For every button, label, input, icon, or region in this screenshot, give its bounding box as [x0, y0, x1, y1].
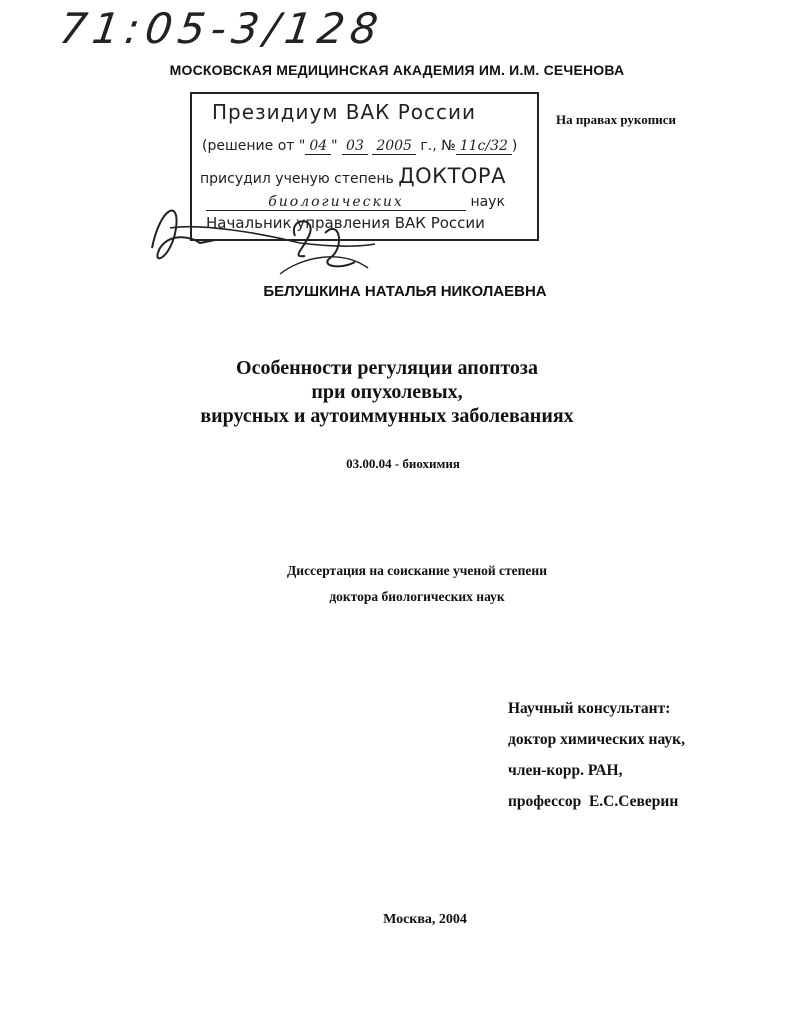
consultant-line-2: доктор химических наук, [508, 731, 685, 748]
stamp-decision-year: 2005 [372, 138, 416, 155]
stamp-awarded-degree: ДОКТОРА [398, 164, 506, 188]
stamp-head-title: Начальник управления ВАК России [206, 214, 485, 232]
thesis-title [0, 356, 794, 428]
stamp-awarded-line [200, 164, 506, 188]
signature [140, 188, 380, 283]
consultant-line-4: профессор Е.С.Северин [508, 793, 679, 810]
stamp-awarded-prefix: присудил ученую степень [200, 171, 394, 187]
dissertation-line-2: доктора биологических наук [329, 589, 505, 604]
stamp-decision-line [202, 138, 517, 154]
thesis-title-line-1: Особенности регуляции апоптоза [236, 357, 538, 379]
scientific-consultant [508, 693, 685, 817]
stamp-field-suffix: наук [470, 194, 505, 210]
specialty-code: 03.00.04 - биохимия [346, 456, 460, 471]
thesis-title-line-3: вирусных и аутоиммунных заболеваниях [200, 405, 574, 427]
dissertation-statement [0, 558, 794, 610]
stamp-title: Президиум ВАК России [212, 100, 477, 124]
stamp-decision-day: 04 [305, 138, 331, 155]
handwritten-archive-number: 71:05-3/128 [56, 4, 387, 53]
consultant-line-3: член-корр. РАН, [508, 762, 623, 779]
signature-stroke-1 [152, 211, 215, 259]
stamp-decision-mid: г., № [420, 138, 456, 154]
stamp-field-handwritten: биологических [206, 194, 466, 211]
thesis-title-line-2: при опухолевых, [311, 381, 463, 403]
signature-stroke-4 [280, 257, 368, 274]
stamp-decision-prefix: (решение от " [202, 138, 306, 154]
place-and-year: Москва, 2004 [383, 912, 467, 927]
stamp-decision-suffix: ) [511, 138, 518, 154]
consultant-line-1: Научный консультант: [508, 700, 671, 717]
dissertation-line-1: Диссертация на соискание ученой степени [287, 563, 547, 578]
stamp-decision-number: 11с/32 [456, 138, 512, 155]
stamp-decision-month: 03 [342, 138, 368, 155]
manuscript-rights-label: На правах рукописи [556, 112, 676, 127]
author-name: БЕЛУШКИНА НАТАЛЬЯ НИКОЛАЕВНА [263, 283, 547, 300]
stamp-decision-sep: " [331, 138, 338, 154]
institution-name: МОСКОВСКАЯ МЕДИЦИНСКАЯ АКАДЕМИЯ ИМ. И.М. СЕЧЕНОВА [169, 62, 625, 78]
